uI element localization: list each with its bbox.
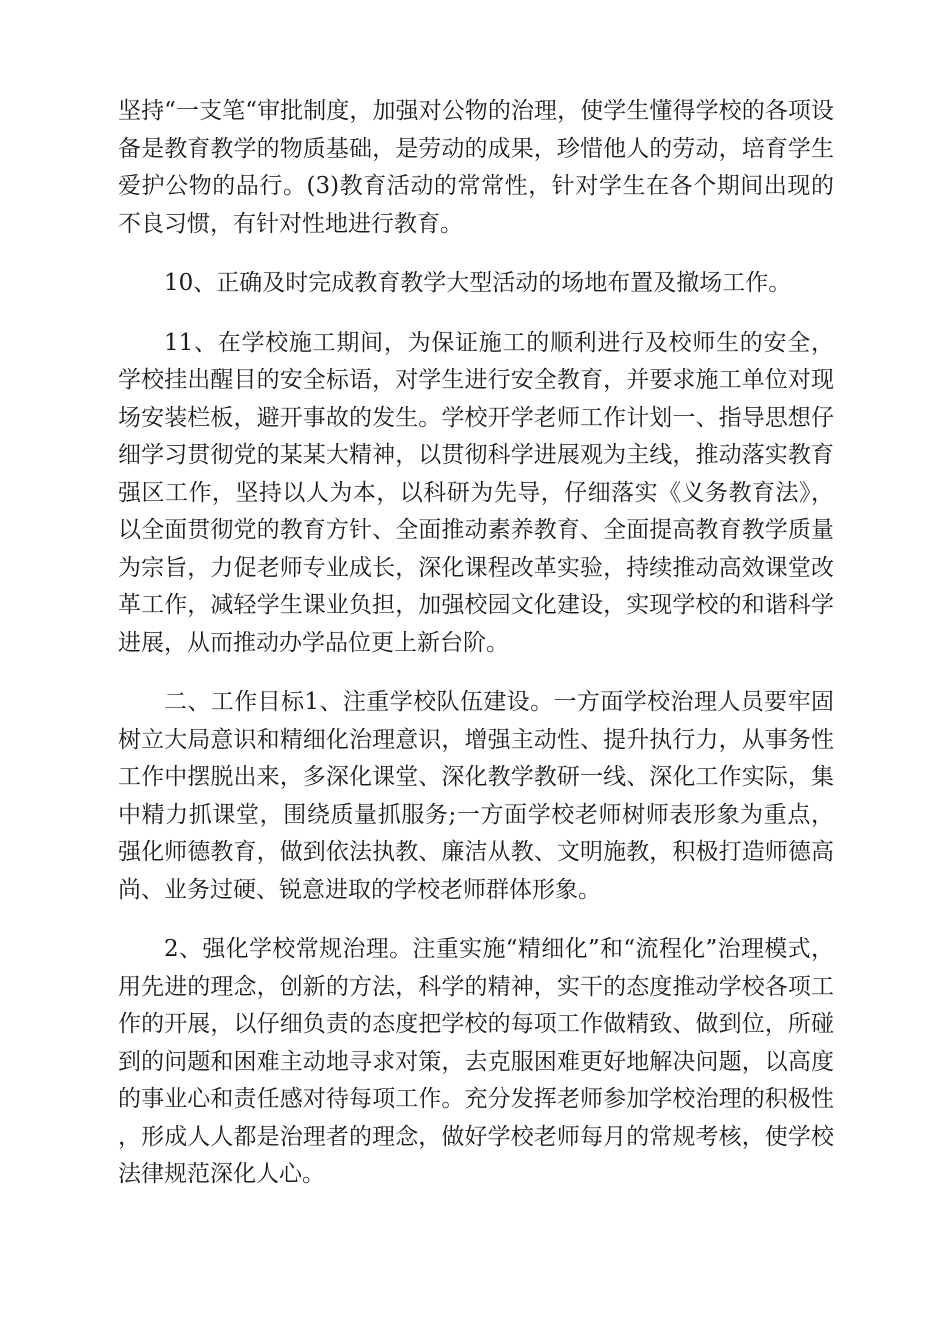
paragraph-4: 二、工作目标1、注重学校队伍建设。一方面学校治理人员要牢固树立大局意识和精细化治理意识，增强主动性、提升执行力，从事务性工作中摆脱出来，多深化课堂、深化教学教研一线、深化工作实际，集中精力抓课堂，围绕质量抓服务;一方面学校老师树师表形象为重点，强化师德教育，做到依法执教、廉洁从教、文明施教，积极打造师德高尚、业务过硬、锐意进取的学校老师群体形象。: [118, 689, 834, 903]
paragraph-1: 坚持“一支笔“审批制度，加强对公物的治理，使学生懂得学校的各项设备是教育教学的物质基础，是劳动的成果，珍惜他人的劳动，培育学生爱护公物的品行。(3)教育活动的常常性，针对学生在各个期间出现的不良习惯，有针对性地进行教育。: [118, 98, 834, 237]
paragraph-3: 11、在学校施工期间，为保证施工的顺利进行及校师生的安全，学校挂出醒目的安全标语，对学生进行安全教育，并要求施工单位对现场安装栏板，避开事故的发生。学校开学老师工作计划一、指导思想仔细学习贯彻党的某某大精神，以贯彻科学进展观为主线，推动落实教育强区工作，坚持以人为本，以科研为先导，仔细落实《义务教育法》，以全面贯彻党的教育方针、全面推动素养教育、全面提高教育教学质量为宗旨，力促老师专业成长，深化课程改革实验，持续推动高效课堂改革工作，减轻学生课业负担，加强校园文化建设，实现学校的和谐科学进展，从而推动办学品位更上新台阶。: [118, 329, 834, 656]
paragraph-2: 10、正确及时完成教育教学大型活动的场地布置及撤场工作。: [164, 270, 792, 296]
paragraph-5: 2、强化学校常规治理。注重实施“精细化”和“流程化”治理模式，用先进的理念，创新的方法，科学的精神，实干的态度推动学校各项工作的开展，以仔细负责的态度把学校的每项工作做精致、做到位，所碰到的问题和困难主动地寻求对策，去克服困难更好地解决问题，以高度的事业心和责任感对待每项工作。充分发挥老师参加学校治理的积极性，形成人人都是治理者的理念，做好学校老师每月的常规考核，使学校法律规范深化人心。: [118, 936, 834, 1187]
document-page: [118, 93, 834, 1216]
